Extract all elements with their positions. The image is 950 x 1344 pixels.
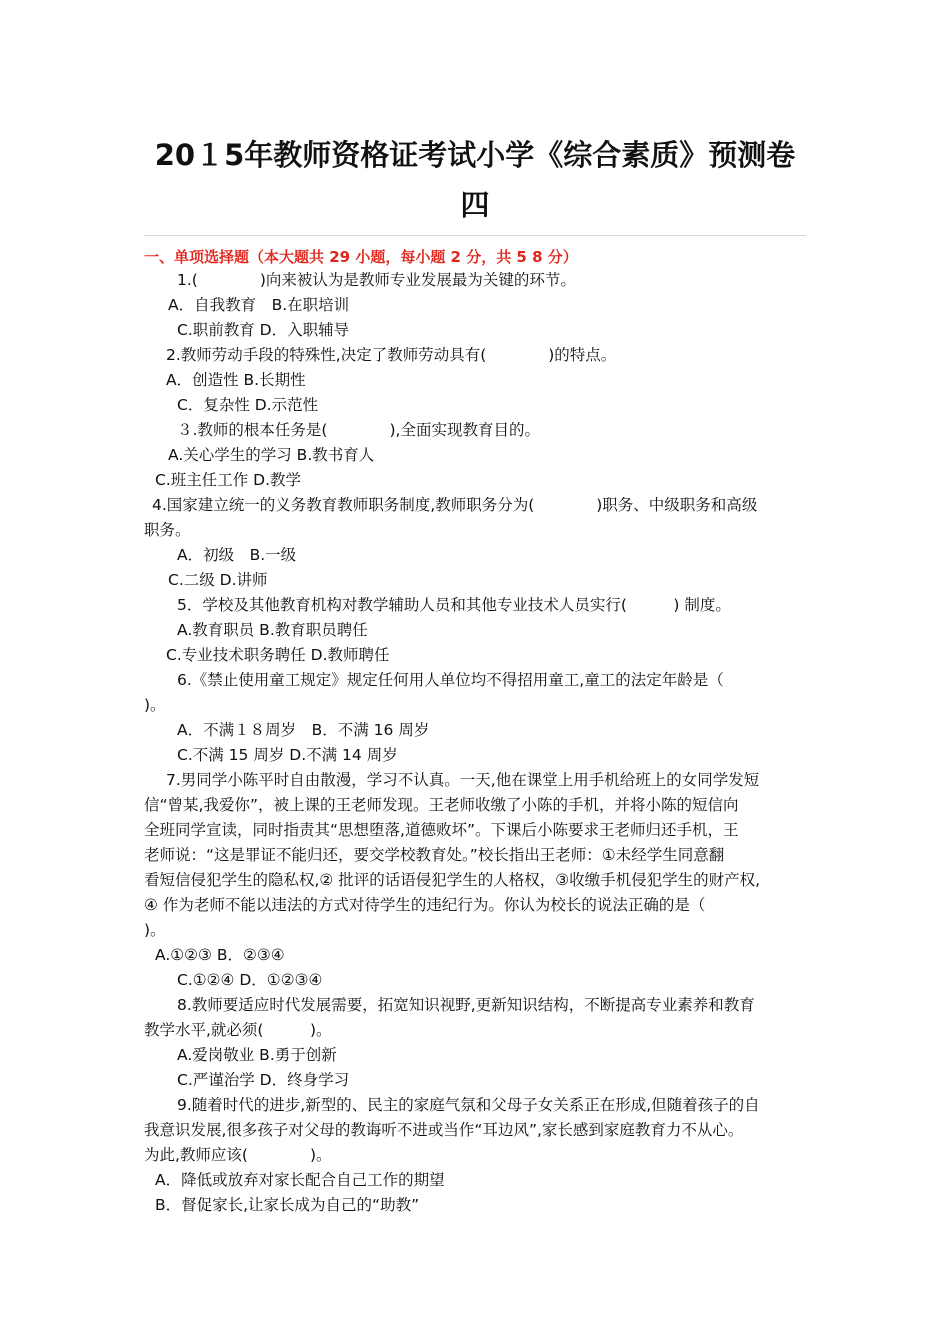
question-line: 看短信侵犯学生的隐私权,② 批评的话语侵犯学生的人格权，③收缴手机侵犯学生的财产权, <box>144 871 761 889</box>
question-line: 全班同学宣读，同时指责其“思想堕落,道德败坏”。下课后小陈要求王老师归还手机，王 <box>144 821 739 839</box>
option-line: C.严谨治学 D．终身学习 <box>177 1071 350 1089</box>
question-line: 8.教师要适应时代发展需要，拓宽知识视野,更新知识结构，不断提高专业素养和教育 <box>177 996 755 1014</box>
question-line: 教学水平,就必须( )。 <box>144 1021 332 1039</box>
section-heading: 一、单项选择题（本大题共 29 小题，每小题 2 分，共 5 8 分） <box>144 248 578 266</box>
question-line: ３.教师的根本任务是( ),全面实现教育目的。 <box>177 421 540 439</box>
question-line: 职务。 <box>144 521 191 539</box>
option-line: A.爱岗敬业 B.勇于创新 <box>177 1046 337 1064</box>
option-line: C.①②④ D．①②③④ <box>177 971 323 989</box>
option-line: A．降低或放弃对家长配合自己工作的期望 <box>155 1171 445 1189</box>
option-line: A.教育职员 B.教育职员聘任 <box>177 621 368 639</box>
option-line: C.职前教育 D．入职辅导 <box>177 321 350 339</box>
question-line: 6.《禁止使用童工规定》规定任何用人单位均不得招用童工,童工的法定年龄是（ <box>177 671 724 689</box>
question-line: 我意识发展,很多孩子对父母的教诲听不进或当作“耳边风”,家长感到家庭教育力不从心。 <box>144 1121 744 1139</box>
option-line: C.班主任工作 D.教学 <box>155 471 302 489</box>
option-line: A.①②③ B．②③④ <box>155 946 285 964</box>
option-line: A．不满１８周岁 B．不满 16 周岁 <box>177 721 430 739</box>
question-line: 5．学校及其他教育机构对教学辅助人员和其他专业技术人员实行( ) 制度。 <box>177 596 731 614</box>
option-line: C.专业技术职务聘任 D.教师聘任 <box>166 646 390 664</box>
question-line: 为此,教师应该( )。 <box>144 1146 332 1164</box>
question-line: 老师说：“这是罪证不能归还，要交学校教育处。”校长指出王老师：①未经学生同意翻 <box>144 846 725 864</box>
question-line: 4.国家建立统一的义务教育教师职务制度,教师职务分为( )职务、中级职务和高级 <box>152 496 758 514</box>
question-line: )。 <box>144 696 166 714</box>
option-line: A.关心学生的学习 B.教书育人 <box>168 446 375 464</box>
title-divider <box>144 235 806 236</box>
option-line: A．初级 B.一级 <box>177 546 297 564</box>
question-line: 2.教师劳动手段的特殊性,决定了教师劳动具有( )的特点。 <box>166 346 617 364</box>
question-line: 1.( )向来被认为是教师专业发展最为关键的环节。 <box>177 271 576 289</box>
option-line: A．创造性 B.长期性 <box>166 371 306 389</box>
option-line: C.不满 15 周岁 D.不满 14 周岁 <box>177 746 398 764</box>
document-title-line-1: 20１5年教师资格证考试小学《综合素质》预测卷 <box>154 138 796 172</box>
question-line: )。 <box>144 921 166 939</box>
question-line: 9.随着时代的进步,新型的、民主的家庭气氛和父母子女关系正在形成,但随着孩子的自 <box>177 1096 760 1114</box>
option-line: C．复杂性 D.示范性 <box>177 396 319 414</box>
option-line: B．督促家长,让家长成为自己的“助教” <box>155 1196 420 1214</box>
question-line: 信“曾某,我爱你”，被上课的王老师发现。王老师收缴了小陈的手机，并将小陈的短信向 <box>144 796 739 814</box>
option-line: C.二级 D.讲师 <box>168 571 268 589</box>
document-title-line-2: 四 <box>460 188 490 222</box>
question-line: ④ 作为老师不能以违法的方式对待学生的违纪行为。你认为校长的说法正确的是（ <box>144 896 706 914</box>
question-line: 7.男同学小陈平时自由散漫，学习不认真。一天,他在课堂上用手机给班上的女同学发短 <box>166 771 760 789</box>
option-line: A．自我教育 B.在职培训 <box>168 296 350 314</box>
